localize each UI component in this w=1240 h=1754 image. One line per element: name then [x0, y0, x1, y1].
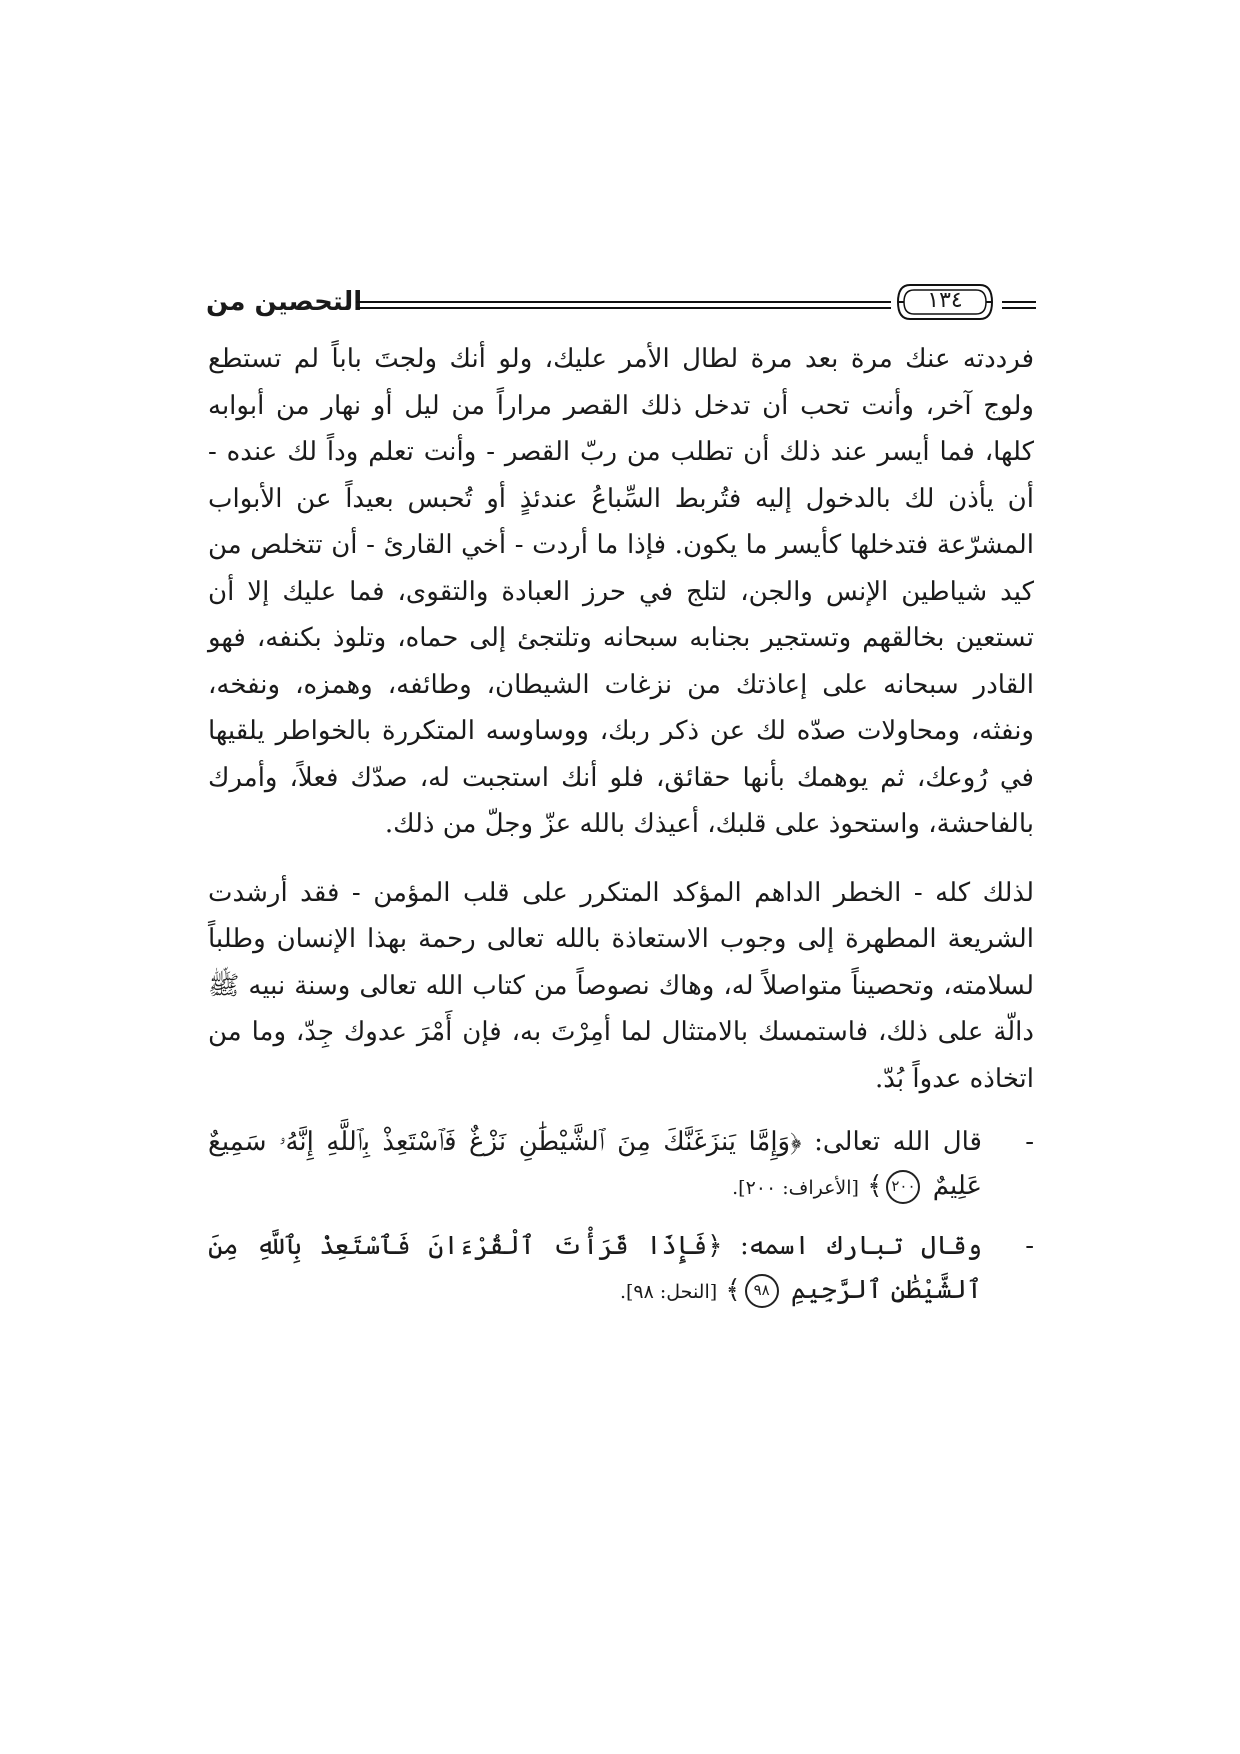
list-dash: -: [1025, 1127, 1034, 1157]
header-rule-long: [356, 301, 891, 309]
page-number-badge: [896, 283, 994, 321]
verse-reference: [الأعراف: ٢٠٠].: [732, 1177, 859, 1199]
verse-close-bracket: ﴾: [867, 1171, 883, 1201]
verse-reference: [النحل: ٩٨].: [619, 1281, 718, 1303]
page-number: ١٣٤: [927, 288, 963, 313]
book-title: التحصين من: [206, 287, 363, 317]
ayah-number-marker: ٢٠٠: [886, 1170, 920, 1204]
ayah-number-marker: ٩٨: [745, 1274, 779, 1308]
list-dash: -: [1025, 1231, 1034, 1261]
paragraph-2: لذلك كله - الخطر الداهم المؤكد المتكرر على قلب المؤمن - فقد أرشدت الشريعة المطهرة إلى وجوب الاستعاذة بالله تعالى رحمة بهذا الإنسان وطلباً لسلامته، وتحصيناً متواصلاً له، وهاك نصوصاً من كتاب الله تعالى وسنة نبيه ﷺ دالّة على ذلك، فاستمسك بالامتثال لما أمِرْتَ به، فإن أَمْرَ عدوك جِدّ، وما من اتخاذه عدواً بُدّ.: [208, 877, 1034, 1094]
header-rule-short: [1002, 301, 1036, 309]
verse-list: [208, 1120, 1034, 1314]
page-header: [206, 285, 1036, 329]
verse-close-bracket: ﴾: [725, 1275, 741, 1305]
verse-intro: قال الله تعالى:: [814, 1127, 982, 1157]
verse-text: ﴿فَإِذَا قَرَأْتَ ٱلْقُرْءَانَ فَٱسْتَعِذْ بِٱللَّهِ مِنَ ٱلشَّيْطَٰنِ ٱلرَّجِيمِ: [208, 1231, 982, 1305]
page-content: [208, 336, 1034, 1328]
verse-text: ﴿وَإِمَّا يَنزَغَنَّكَ مِنَ ٱلشَّيْطَٰنِ نَزْغٌ فَٱسْتَعِذْ بِٱللَّهِ إِنَّهُۥ سَمِيعٌ عَلِيمٌ: [208, 1127, 982, 1201]
verse-item-1: [208, 1120, 1034, 1210]
verse-intro: وقال تبارك اسمه:: [740, 1231, 982, 1261]
paragraph-1: فرددته عنك مرة بعد مرة لطال الأمر عليك، ولو أنك ولجتَ باباً لم تستطع ولوج آخر، وأنت تحب أن تدخل ذلك القصر مراراً من ليل أو نهار من أبوابه كلها، فما أيسر عند ذلك أن تطلب من ربّ القصر - وأنت تعلم وداً لك عنده - أن يأذن لك بالدخول إليه فتُربط السِّباعُ عندئذٍ أو تُحبس بعيداً عن الأبواب المشرّعة فتدخلها كأيسر ما يكون. فإذا ما أردت - أخي القارئ - أن تتخلص من كيد شياطين الإنس والجن، لتلج في حرز العبادة والتقوى، فما عليك إلا أن تستعين بخالقهم وتستجير بجنابه سبحانه وتلتجئ إلى حماه، وتلوذ بكنفه، فهو القادر سبحانه على إعاذتك من نزغات الشيطان، وطائفه، وهمزه، ونفخه، ونفثه، ومحاولات صدّه لك عن ذكر ربك، ووساوسه المتكررة بالخواطر يلقيها في رُوعك، ثم يوهمك بأنها حقائق، فلو أنك استجبت له، صدّك فعلاً، وأمرك بالفاحشة، واستحوذ على قلبك، أعيذك بالله عزّ وجلّ من ذلك.: [208, 344, 1034, 839]
verse-item-2: [208, 1224, 1034, 1314]
